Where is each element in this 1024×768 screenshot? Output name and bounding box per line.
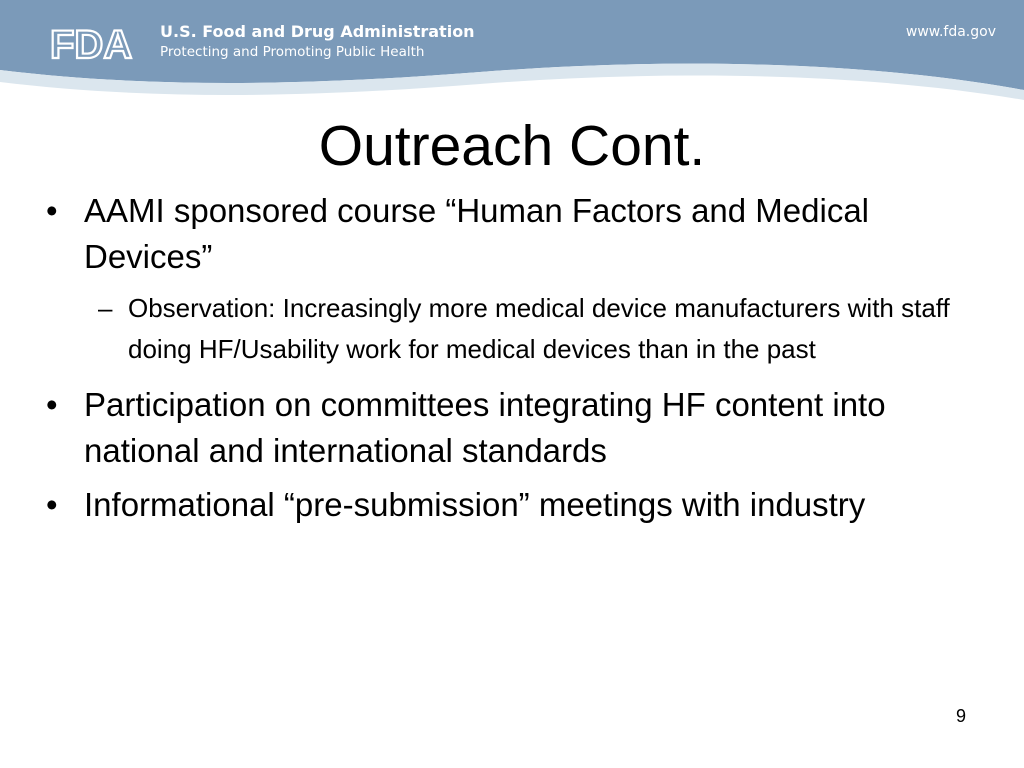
header-banner — [0, 0, 1024, 110]
bullet-item — [40, 188, 960, 280]
bullet-text: Participation on committees integrating HF content into national and international standards — [84, 386, 886, 469]
sub-bullet-item — [40, 288, 960, 370]
bullet-text: AAMI sponsored course “Human Factors and Medical Devices” — [84, 192, 870, 275]
bullet-text: Informational “pre-submission” meetings with industry — [84, 486, 866, 523]
header-background — [0, 0, 1024, 110]
bullet-marker: • — [46, 486, 58, 523]
sub-bullet-marker: – — [98, 293, 113, 323]
website-url: www.fda.gov — [905, 24, 996, 40]
bullet-marker: • — [46, 192, 58, 229]
bullet-item — [40, 382, 960, 474]
svg-text:FDA: FDA — [50, 23, 133, 64]
agency-tagline: Protecting and Promoting Public Health — [160, 44, 425, 60]
slide-content — [40, 188, 960, 536]
bullet-item — [40, 482, 960, 528]
sub-bullet-text: Observation: Increasingly more medical device manufacturers with staff doing HF/Usability work for medical devices than in the past — [128, 293, 950, 364]
page-number: 9 — [955, 706, 966, 726]
agency-name: U.S. Food and Drug Administration — [160, 22, 475, 41]
bullet-marker: • — [46, 386, 58, 423]
agency-block — [160, 22, 475, 61]
slide-title: Outreach Cont. — [318, 114, 706, 178]
fda-logo — [50, 22, 148, 64]
